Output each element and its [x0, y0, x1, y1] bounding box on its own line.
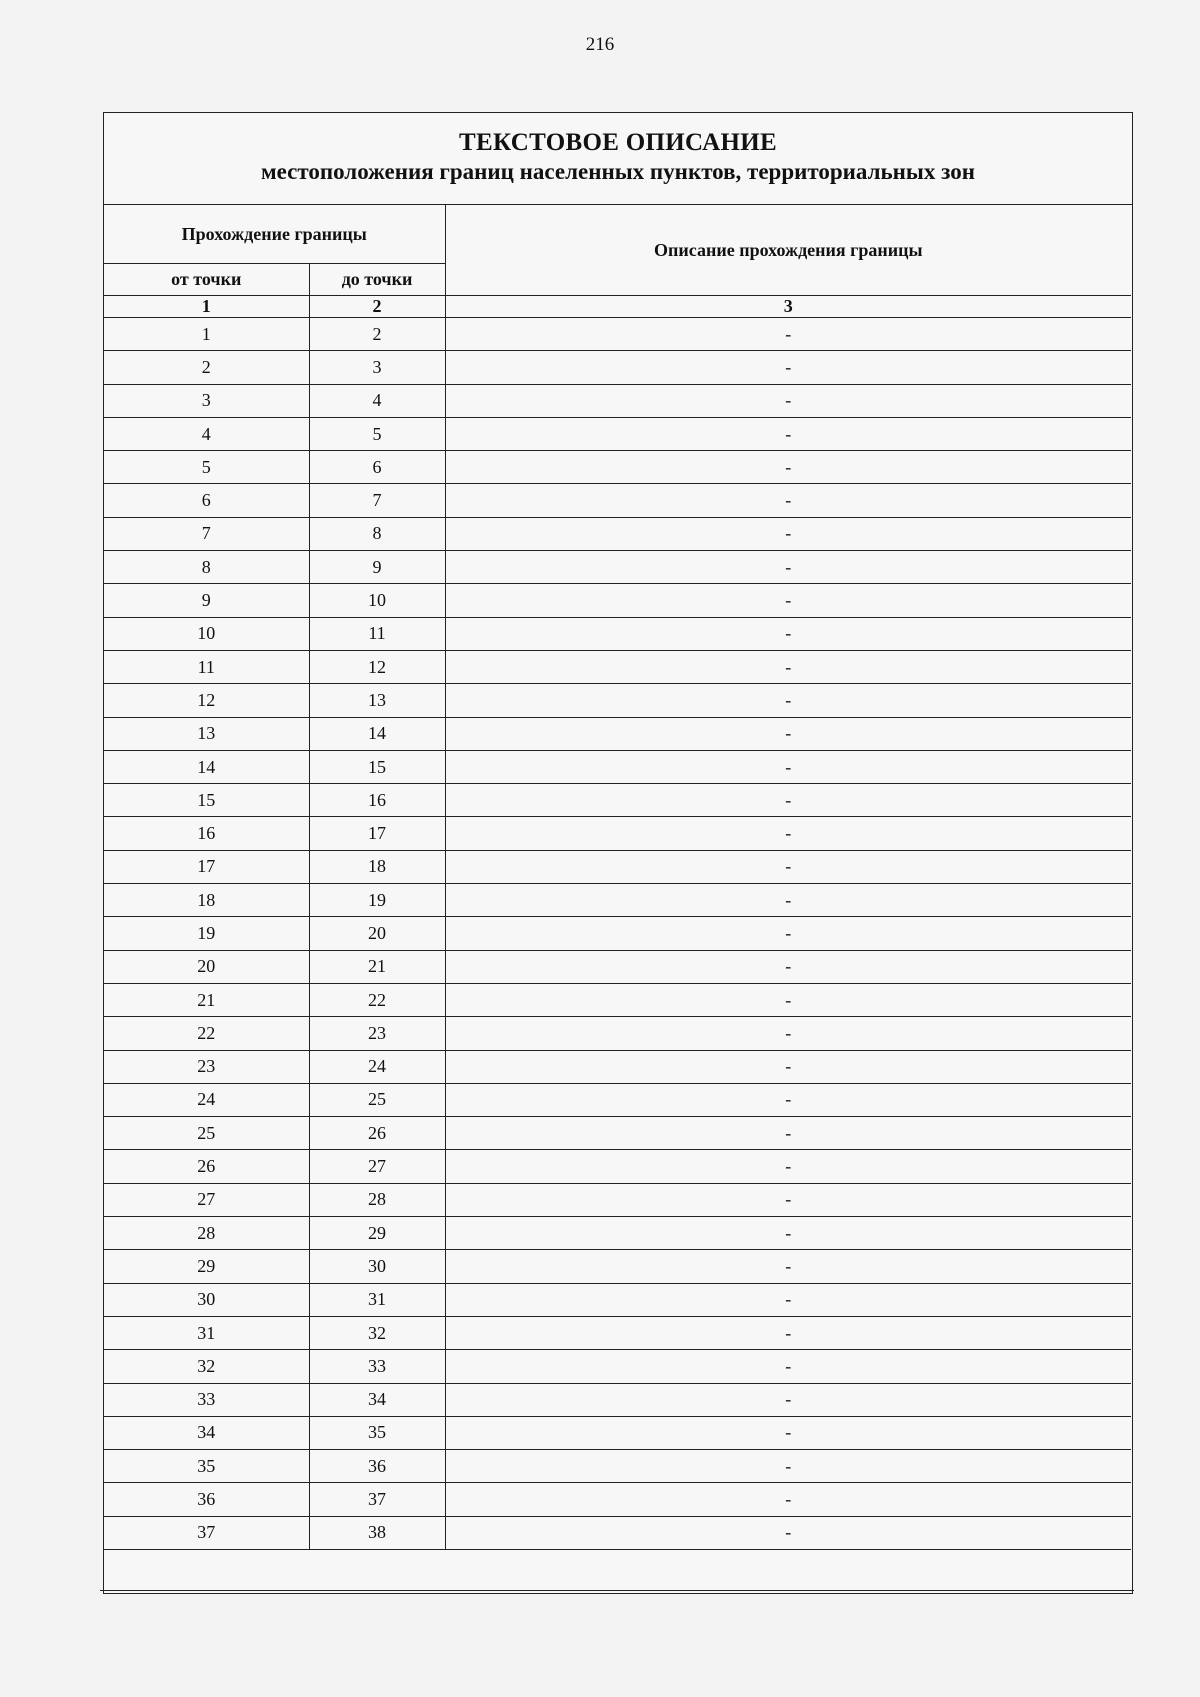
column-number-1: 1 [104, 296, 309, 318]
table-row [104, 484, 1131, 517]
cell-description: - [445, 684, 1131, 717]
table-row [104, 1483, 1131, 1516]
table-row [104, 451, 1131, 484]
cell-description: - [445, 417, 1131, 450]
cell-to-point: 11 [309, 617, 445, 650]
cell-from-point: 26 [104, 1150, 309, 1183]
cell-to-point: 20 [309, 917, 445, 950]
table-row [104, 1017, 1131, 1050]
cell-to-point: 13 [309, 684, 445, 717]
table-body [104, 318, 1131, 1550]
cell-from-point: 18 [104, 884, 309, 917]
cell-from-point: 17 [104, 850, 309, 883]
cell-to-point: 18 [309, 850, 445, 883]
cell-description: - [445, 717, 1131, 750]
table-row [104, 1117, 1131, 1150]
cell-description: - [445, 1383, 1131, 1416]
cell-description: - [445, 1416, 1131, 1449]
cell-from-point: 14 [104, 750, 309, 783]
cell-to-point: 15 [309, 750, 445, 783]
cell-to-point: 8 [309, 517, 445, 550]
cell-from-point: 33 [104, 1383, 309, 1416]
cell-from-point: 20 [104, 950, 309, 983]
cell-from-point: 6 [104, 484, 309, 517]
document-frame [103, 112, 1133, 1594]
cell-to-point: 14 [309, 717, 445, 750]
cell-description: - [445, 1250, 1131, 1283]
header-from-point: от точки [104, 264, 309, 296]
column-number-2: 2 [309, 296, 445, 318]
cell-from-point: 8 [104, 551, 309, 584]
cell-to-point: 31 [309, 1283, 445, 1316]
table-row [104, 950, 1131, 983]
header-to-point: до точки [309, 264, 445, 296]
cell-description: - [445, 351, 1131, 384]
cell-description: - [445, 950, 1131, 983]
cell-to-point: 2 [309, 318, 445, 351]
table-row [104, 884, 1131, 917]
table-row [104, 1283, 1131, 1316]
cell-from-point: 30 [104, 1283, 309, 1316]
cell-to-point: 6 [309, 451, 445, 484]
table-row [104, 351, 1131, 384]
table-row [104, 1316, 1131, 1349]
table-row [104, 1183, 1131, 1216]
cell-description: - [445, 784, 1131, 817]
cell-description: - [445, 1483, 1131, 1516]
cell-description: - [445, 1083, 1131, 1116]
document-title: ТЕКСТОВОЕ ОПИСАНИЕ [459, 129, 777, 156]
cell-to-point: 36 [309, 1450, 445, 1483]
table-row [104, 1383, 1131, 1416]
cell-from-point: 36 [104, 1483, 309, 1516]
cell-description: - [445, 817, 1131, 850]
cell-to-point: 17 [309, 817, 445, 850]
cell-description: - [445, 1217, 1131, 1250]
cell-from-point: 31 [104, 1316, 309, 1349]
cell-from-point: 25 [104, 1117, 309, 1150]
cell-description: - [445, 451, 1131, 484]
cell-from-point: 21 [104, 983, 309, 1016]
table-row [104, 684, 1131, 717]
column-number-3: 3 [445, 296, 1131, 318]
cell-to-point: 30 [309, 1250, 445, 1283]
cell-to-point: 26 [309, 1117, 445, 1150]
cell-from-point: 4 [104, 417, 309, 450]
cell-from-point: 22 [104, 1017, 309, 1050]
table-row [104, 650, 1131, 683]
cell-from-point: 2 [104, 351, 309, 384]
cell-to-point: 22 [309, 983, 445, 1016]
cell-to-point: 3 [309, 351, 445, 384]
cell-to-point: 10 [309, 584, 445, 617]
table-row [104, 850, 1131, 883]
table-row [104, 1516, 1131, 1549]
table-row [104, 517, 1131, 550]
cell-description: - [445, 1283, 1131, 1316]
cell-description: - [445, 1183, 1131, 1216]
cell-to-point: 19 [309, 884, 445, 917]
table-row [104, 1450, 1131, 1483]
cell-to-point: 23 [309, 1017, 445, 1050]
cell-from-point: 24 [104, 1083, 309, 1116]
table-row [104, 1250, 1131, 1283]
table-row [104, 750, 1131, 783]
cell-description: - [445, 384, 1131, 417]
cell-from-point: 11 [104, 650, 309, 683]
cell-from-point: 15 [104, 784, 309, 817]
cell-description: - [445, 1450, 1131, 1483]
cell-from-point: 1 [104, 318, 309, 351]
cell-description: - [445, 1316, 1131, 1349]
cell-description: - [445, 1050, 1131, 1083]
cell-to-point: 28 [309, 1183, 445, 1216]
table-row [104, 1083, 1131, 1116]
table-row [104, 817, 1131, 850]
cell-from-point: 34 [104, 1416, 309, 1449]
table-row [104, 717, 1131, 750]
cell-to-point: 32 [309, 1316, 445, 1349]
table-row [104, 384, 1131, 417]
cell-from-point: 10 [104, 617, 309, 650]
table-row [104, 584, 1131, 617]
table-row [104, 1350, 1131, 1383]
bottom-rule [100, 1590, 1134, 1591]
cell-description: - [445, 650, 1131, 683]
table-row [104, 1050, 1131, 1083]
table-row [104, 1217, 1131, 1250]
document-subtitle: местоположения границ населенных пунктов, территориальных зон [261, 159, 975, 184]
cell-description: - [445, 584, 1131, 617]
cell-to-point: 34 [309, 1383, 445, 1416]
cell-description: - [445, 484, 1131, 517]
cell-from-point: 32 [104, 1350, 309, 1383]
header-boundary-description: Описание прохождения границы [445, 205, 1131, 296]
table-row [104, 318, 1131, 351]
cell-description: - [445, 983, 1131, 1016]
cell-description: - [445, 917, 1131, 950]
cell-to-point: 4 [309, 384, 445, 417]
cell-to-point: 33 [309, 1350, 445, 1383]
cell-from-point: 37 [104, 1516, 309, 1549]
cell-to-point: 21 [309, 950, 445, 983]
cell-from-point: 3 [104, 384, 309, 417]
table-row [104, 983, 1131, 1016]
cell-to-point: 29 [309, 1217, 445, 1250]
cell-description: - [445, 1350, 1131, 1383]
title-block [104, 113, 1132, 205]
cell-from-point: 13 [104, 717, 309, 750]
cell-to-point: 16 [309, 784, 445, 817]
cell-to-point: 25 [309, 1083, 445, 1116]
table-row [104, 1416, 1131, 1449]
cell-to-point: 37 [309, 1483, 445, 1516]
cell-to-point: 27 [309, 1150, 445, 1183]
cell-to-point: 35 [309, 1416, 445, 1449]
cell-to-point: 12 [309, 650, 445, 683]
cell-from-point: 12 [104, 684, 309, 717]
cell-from-point: 23 [104, 1050, 309, 1083]
table-row [104, 917, 1131, 950]
cell-from-point: 5 [104, 451, 309, 484]
cell-description: - [445, 1516, 1131, 1549]
cell-to-point: 7 [309, 484, 445, 517]
table-row [104, 617, 1131, 650]
table-row [104, 1150, 1131, 1183]
cell-from-point: 29 [104, 1250, 309, 1283]
cell-from-point: 19 [104, 917, 309, 950]
cell-to-point: 38 [309, 1516, 445, 1549]
cell-description: - [445, 850, 1131, 883]
cell-description: - [445, 318, 1131, 351]
cell-description: - [445, 1017, 1131, 1050]
cell-from-point: 9 [104, 584, 309, 617]
cell-from-point: 27 [104, 1183, 309, 1216]
cell-from-point: 7 [104, 517, 309, 550]
table-row [104, 417, 1131, 450]
cell-description: - [445, 750, 1131, 783]
cell-description: - [445, 517, 1131, 550]
table-row [104, 551, 1131, 584]
page-number: 216 [585, 34, 615, 55]
cell-description: - [445, 1117, 1131, 1150]
cell-to-point: 24 [309, 1050, 445, 1083]
cell-from-point: 35 [104, 1450, 309, 1483]
cell-from-point: 28 [104, 1217, 309, 1250]
header-boundary-passage: Прохождение границы [104, 205, 445, 264]
cell-from-point: 16 [104, 817, 309, 850]
cell-description: - [445, 551, 1131, 584]
boundary-table [104, 205, 1131, 1550]
table-row [104, 784, 1131, 817]
cell-description: - [445, 1150, 1131, 1183]
cell-to-point: 9 [309, 551, 445, 584]
cell-description: - [445, 617, 1131, 650]
cell-description: - [445, 884, 1131, 917]
cell-to-point: 5 [309, 417, 445, 450]
